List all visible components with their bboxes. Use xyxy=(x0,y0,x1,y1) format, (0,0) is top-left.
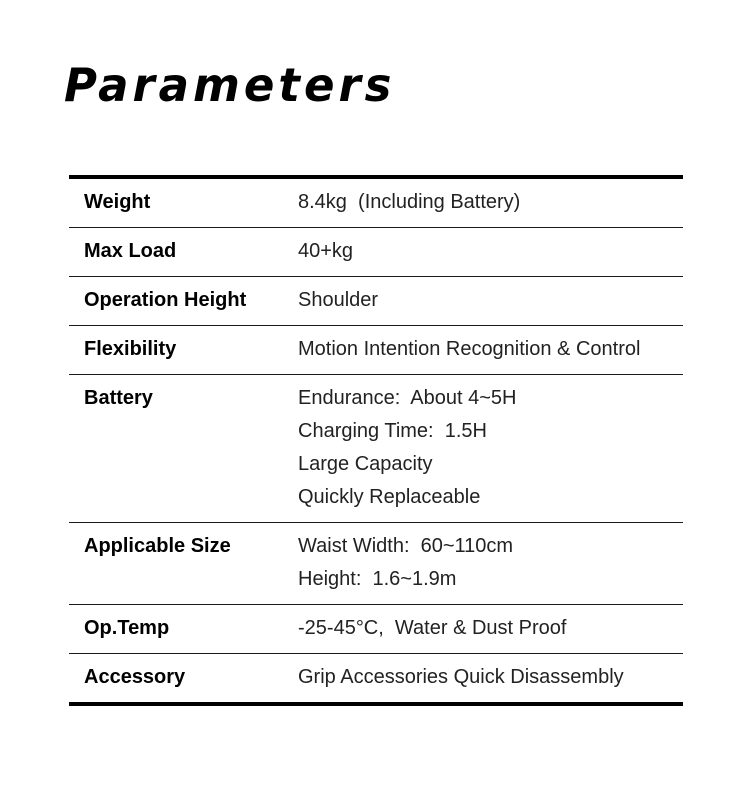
row-label: Op.Temp xyxy=(84,617,170,639)
value-line: 40+kg xyxy=(298,240,354,262)
value-line: Grip Accessories Quick Disassembly xyxy=(298,666,624,688)
value-line: Height: 1.6~1.9m xyxy=(298,568,457,590)
table-row-max-load xyxy=(69,228,683,277)
row-label: Max Load xyxy=(84,240,177,262)
page-title: Parameters xyxy=(64,57,396,113)
value-line: -25-45°C, Water & Dust Proof xyxy=(298,617,567,639)
row-label: Battery xyxy=(84,387,153,409)
value-line: Shoulder xyxy=(298,289,379,311)
row-value xyxy=(298,284,683,317)
table-row-op-temp xyxy=(69,605,683,654)
table-row-weight xyxy=(69,179,683,228)
value-line: Quickly Replaceable xyxy=(298,486,481,508)
row-value xyxy=(298,530,683,596)
table-row-accessory xyxy=(69,654,683,702)
row-value xyxy=(298,235,683,268)
value-line: 8.4kg (Including Battery) xyxy=(298,191,521,213)
row-value xyxy=(298,186,683,219)
value-line: Motion Intention Recognition & Control xyxy=(298,338,641,360)
value-line: Large Capacity xyxy=(298,453,433,475)
value-line: Endurance: About 4~5H xyxy=(298,387,517,409)
row-label: Accessory xyxy=(84,666,186,688)
parameters-table xyxy=(69,175,683,706)
row-value xyxy=(298,382,683,514)
table-row-applicable-size xyxy=(69,523,683,605)
row-value xyxy=(298,333,683,366)
table-row-battery xyxy=(69,375,683,523)
table-row-operation-height xyxy=(69,277,683,326)
row-label: Operation Height xyxy=(84,289,247,311)
row-value xyxy=(298,661,683,694)
value-line: Charging Time: 1.5H xyxy=(298,420,487,442)
row-label: Flexibility xyxy=(84,338,177,360)
value-line: Waist Width: 60~110cm xyxy=(298,535,514,557)
row-label: Applicable Size xyxy=(84,535,231,557)
row-value xyxy=(298,612,683,645)
row-label: Weight xyxy=(84,191,151,213)
table-row-flexibility xyxy=(69,326,683,375)
